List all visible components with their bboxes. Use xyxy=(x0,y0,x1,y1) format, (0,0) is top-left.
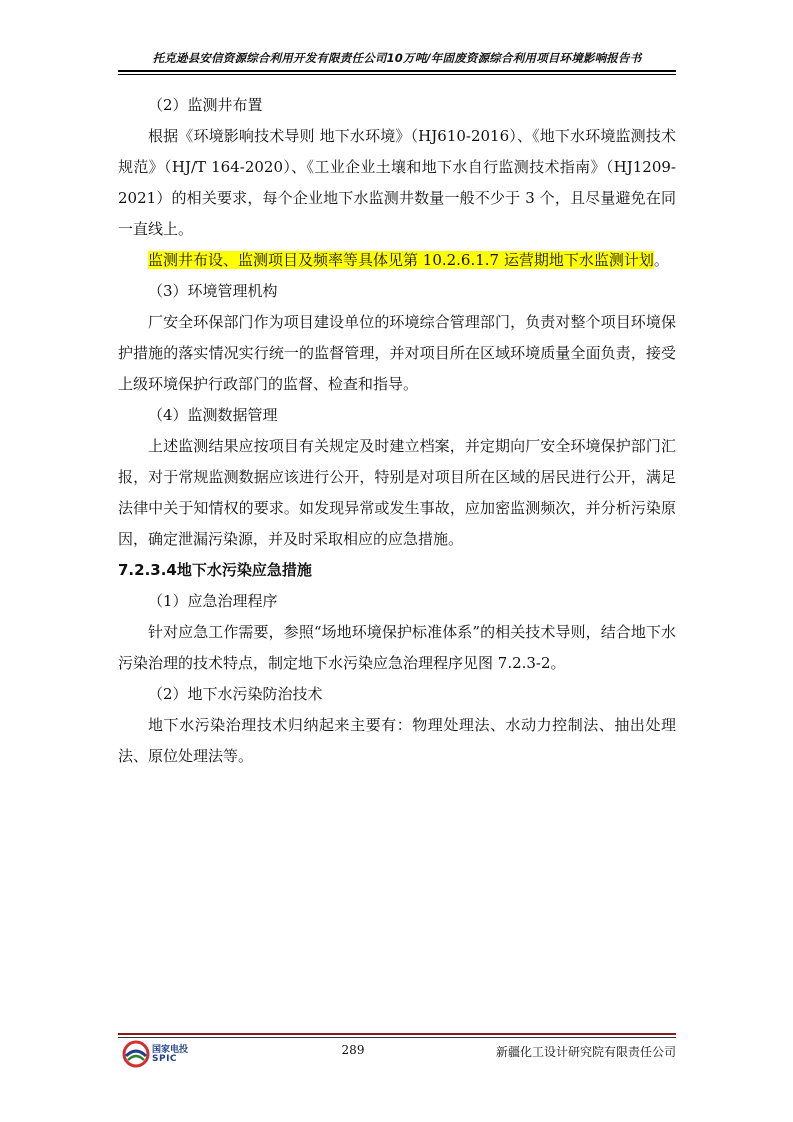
running-header: 托克逊县安信资源综合利用开发有限责任公司10万吨/年固废资源综合利用项目环境影响报告书 xyxy=(152,51,642,65)
document-body xyxy=(118,90,676,772)
spic-logo xyxy=(122,1040,192,1070)
subheading-emergency-procedure: （1）应急治理程序 xyxy=(148,592,278,610)
paragraph-monitoring-wells: 根据《环境影响技术导则 地下水环境》（HJ610-2016）、《地下水环境监测技术规范》（HJ/T 164-2020）、《工业企业土壤和地下水自行监测技术指南》（HJ1209-2021）的相关要求，每个企业地下水监测井数量一般不少于 3 个，且尽量避免在同一直线上。 xyxy=(118,127,676,238)
section-heading: 7.2.3.4地下水污染应急措施 xyxy=(118,561,312,579)
spic-logo-icon xyxy=(122,1040,150,1068)
logo-text-en: SPIC xyxy=(152,1054,178,1064)
subheading-monitoring-wells: （2）监测井布置 xyxy=(148,96,263,114)
paragraph-data-management: 上述监测结果应按项目有关规定及时建立档案，并定期向厂安全环境保护部门汇报，对于常规监测数据应该进行公开，特别是对项目所在区域的居民进行公开，满足法律中关于知情权的要求。如发现异常或发生事故，应加密监测频次，并分析污染原因，确定泄漏污染源，并及时采取相应的应急措施。 xyxy=(118,437,676,548)
paragraph-emergency-procedure: 针对应急工作需要，参照“场地环境保护标准体系”的相关技术导则，结合地下水污染治理的技术特点，制定地下水污染应急治理程序见图 7.2.3-2。 xyxy=(118,623,676,672)
page-number: 289 xyxy=(341,1043,365,1057)
paragraph-prevention-tech: 地下水污染治理技术归纳起来主要有：物理处理法、水动力控制法、抽出处理法、原位处理法等。 xyxy=(118,716,676,765)
highlighted-text: 监测井布设、监测项目及频率等具体见第 10.2.6.1.7 运营期地下水监测计划 xyxy=(148,251,654,269)
company-name: 新疆化工设计研究院有限责任公司 xyxy=(495,1045,676,1059)
header-rule xyxy=(118,70,676,72)
highlight-period: 。 xyxy=(653,251,669,269)
subheading-env-management: （3）环境管理机构 xyxy=(148,282,278,300)
paragraph-highlighted-reference xyxy=(118,245,676,276)
subheading-prevention-tech: （2）地下水污染防治技术 xyxy=(148,685,323,703)
subheading-data-management: （4）监测数据管理 xyxy=(148,406,278,424)
footer-rule-thin xyxy=(118,1037,676,1038)
paragraph-env-management: 厂安全环保部门作为项目建设单位的环境综合管理部门，负责对整个项目环境保护措施的落实情况实行统一的监督管理，并对项目所在区域环境质量全面负责，接受上级环境保护行政部门的监督、检查和指导。 xyxy=(118,313,676,393)
header-rule-thin xyxy=(118,74,676,75)
logo-text-cn: 国家电投 xyxy=(152,1045,189,1055)
footer-rule xyxy=(118,1033,676,1035)
